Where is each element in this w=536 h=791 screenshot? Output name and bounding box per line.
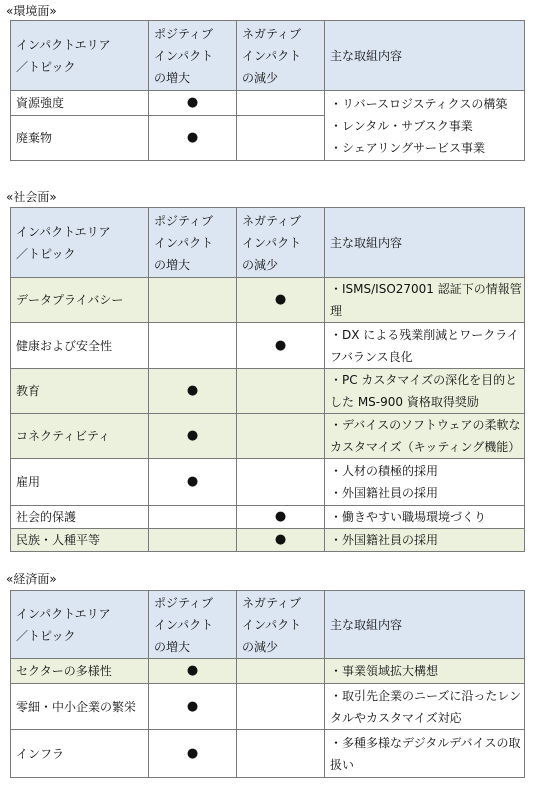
table-row [11, 369, 525, 414]
actions-cell: ・DX による残業削減とワークライ フバランス良化 [325, 323, 525, 369]
positive-mark: ● [149, 459, 237, 506]
positive-mark: ● [149, 684, 237, 730]
negative-mark-empty [237, 369, 325, 414]
negative-mark-empty [237, 116, 325, 161]
header-impact-area: インパクトエリア ／トピック [11, 21, 149, 91]
negative-mark: ● [237, 529, 325, 552]
table-row [11, 506, 525, 529]
table-row [11, 278, 525, 323]
header-positive-impact: ポジティブ インパクト の増大 [149, 591, 237, 659]
topic-cell: セクターの多様性 [11, 659, 149, 684]
actions-cell: ・リバースロジスティクスの構築 ・レンタル・サブスク事業 ・シェアリングサービス事業 [325, 91, 525, 161]
header-negative-impact: ネガティブ インパクト の減少 [237, 21, 325, 91]
positive-mark: ● [149, 91, 237, 116]
table-row [11, 730, 525, 778]
header-main-actions: 主な取組内容 [325, 591, 525, 659]
negative-mark-empty [237, 684, 325, 730]
negative-mark-empty [237, 459, 325, 506]
impact-table-environment [10, 20, 525, 161]
table-row [11, 659, 525, 684]
header-negative-impact: ネガティブ インパクト の減少 [237, 591, 325, 659]
topic-cell: 健康および安全性 [11, 323, 149, 369]
section-title-social: «社会面» [6, 190, 57, 204]
positive-mark-empty [149, 529, 237, 552]
negative-mark: ● [237, 323, 325, 369]
topic-cell: 零細・中小企業の繁栄 [11, 684, 149, 730]
section-title-environment: «環境面» [6, 4, 57, 18]
topic-cell: コネクティビティ [11, 414, 149, 459]
actions-cell: ・ISMS/ISO27001 認証下の情報管 理 [325, 278, 525, 323]
topic-cell: データプライバシー [11, 278, 149, 323]
negative-mark-empty [237, 659, 325, 684]
actions-cell: ・事業領域拡大構想 [325, 659, 525, 684]
topic-cell: 民族・人種平等 [11, 529, 149, 552]
topic-cell: 雇用 [11, 459, 149, 506]
negative-mark: ● [237, 506, 325, 529]
negative-mark-empty [237, 91, 325, 116]
positive-mark: ● [149, 116, 237, 161]
section-title-economic: «経済面» [6, 572, 57, 586]
actions-cell: ・外国籍社員の採用 [325, 529, 525, 552]
header-main-actions: 主な取組内容 [325, 21, 525, 91]
header-negative-impact: ネガティブ インパクト の減少 [237, 208, 325, 278]
table-row [11, 459, 525, 506]
header-positive-impact: ポジティブ インパクト の増大 [149, 208, 237, 278]
positive-mark: ● [149, 659, 237, 684]
positive-mark-empty [149, 278, 237, 323]
topic-cell: 廃棄物 [11, 116, 149, 161]
actions-cell: ・人材の積極的採用 ・外国籍社員の採用 [325, 459, 525, 506]
actions-cell: ・PC カスタマイズの深化を目的と した MS-900 資格取得奨励 [325, 369, 525, 414]
impact-table-economic [10, 590, 525, 778]
actions-cell: ・働きやすい職場環境づくり [325, 506, 525, 529]
actions-cell: ・多種多様なデジタルデバイスの取 扱い [325, 730, 525, 778]
table-row [11, 684, 525, 730]
table-row [11, 529, 525, 552]
topic-cell: 社会的保護 [11, 506, 149, 529]
positive-mark-empty [149, 506, 237, 529]
table-row [11, 323, 525, 369]
header-main-actions: 主な取組内容 [325, 208, 525, 278]
header-positive-impact: ポジティブ インパクト の増大 [149, 21, 237, 91]
topic-cell: インフラ [11, 730, 149, 778]
impact-table-social [10, 207, 525, 552]
positive-mark-empty [149, 323, 237, 369]
topic-cell: 教育 [11, 369, 149, 414]
negative-mark-empty [237, 730, 325, 778]
positive-mark: ● [149, 414, 237, 459]
actions-cell: ・デバイスのソフトウェアの柔軟な カスタマイズ（キッティング機能） [325, 414, 525, 459]
table-row [11, 91, 525, 116]
header-impact-area: インパクトエリア ／トピック [11, 591, 149, 659]
table-row [11, 414, 525, 459]
positive-mark: ● [149, 730, 237, 778]
topic-cell: 資源強度 [11, 91, 149, 116]
negative-mark: ● [237, 278, 325, 323]
positive-mark: ● [149, 369, 237, 414]
negative-mark-empty [237, 414, 325, 459]
header-impact-area: インパクトエリア ／トピック [11, 208, 149, 278]
actions-cell: ・取引先企業のニーズに沿ったレン タルやカスタマイズ対応 [325, 684, 525, 730]
